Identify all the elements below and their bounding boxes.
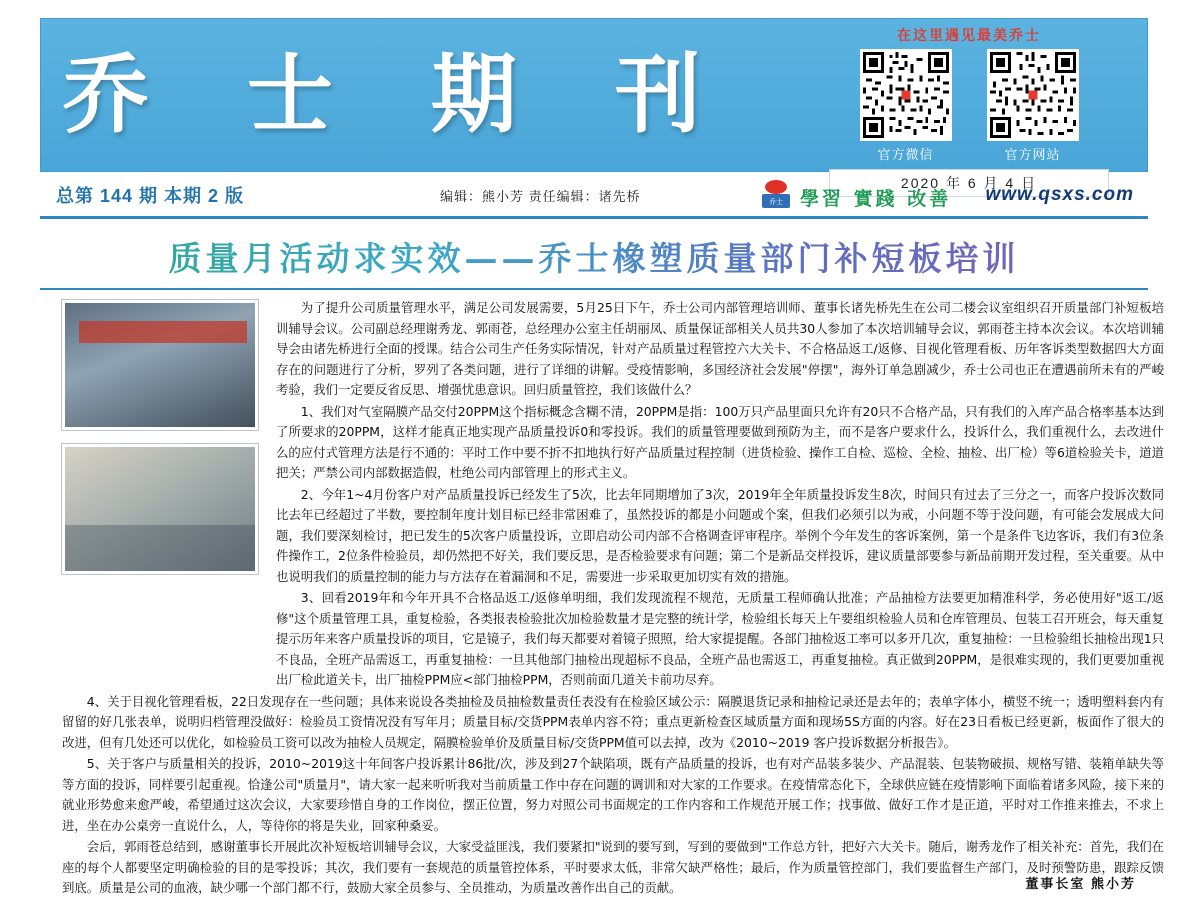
company-website[interactable]: www.qsxs.com: [985, 184, 1134, 205]
paragraph: 5、关于客户与质量相关的投诉，2010~2019这十年间客户投诉累计86批/次，涉及到27个缺陷项，既有产品质量的投诉，也有对产品装多装少、产品混装、包装物破损、规格写错、装箱单缺失等等方面的投诉，同样要引起重视。恰逢公司"质量月"，请大家一起来听听我对当前质量工作中存在问题的调训和对大家的工作要求。在疫情常态化下，全球供应链在疫情影响下面临着诸多风险，接下来的就业形势愈来愈严峻，希望通过这次会议，大家要珍惜自身的工作岗位，摆正位置，努力对照公司书面规定的工作内容和工作规范开展工作；找事做、做好工作才是正道，平时对工作推来推去，不求上进，坐在办公桌旁一直说什么，人，等待你的将是失业，回家种桑妥。: [62, 756, 1164, 833]
paragraph: 为了提升公司质量管理水平，满足公司发展需要，5月25日下午，乔士公司内部管理培训师、董事长诸先桥先生在公司二楼会议室组织召开质量部门补短板培训辅导会议。公司副总经理谢秀龙、郭雨苍，总经理办公室主任胡丽凤、质量保证部相关人员共30人参加了本次培训辅导会议，郭雨苍主持本次会议。本次培训辅导会由诸先桥进行全面的授课。结合公司生产任务实际情况，针对产品质量过程管控六大关卡、不合格品返工/返修、目视化管理看板、历年客诉类型数据四大方面存在的问题进行了分析，罗列了各类问题，进行了详细的讲解。受疫情影响，多国经济社会发展"停摆"，海外订单急剧减少，乔士公司也正在遭遇前所未有的严峻考验，我们一定要反省反思、增强忧患意识。回归质量管控，我们该做什么？: [276, 300, 1164, 397]
paragraph: 2、今年1~4月份客户对产品质量投诉已经发生了5次，比去年同期增加了3次，2019年全年质量投诉发生8次，时间只有过去了三分之一，而客户投诉次数同比去年已经超过了半数，要控制年度计划目标已经非常困难了，虽然投诉的都是小问题或个案，但我们必须引以为戒，小问题不等于没问题，有可能会发展成大问题，我们要深刻检讨，把已发生的5次客户质量投诉，立即启动公司内部不合格调查评审程序。举例个今年发生的客诉案例，第一个是条件飞边客诉，我们有3位条件操作工，2位条件检验员，却仍然把不好关，我们要反思，是否检验要求有问题；第二个是新品交样投诉，建议质量部要参与新品前期开发过程，至关重要。从中也说明我们的质量控制的能力与方法存在着漏洞和不足，需要进一步采取更加切实有效的措施。: [276, 486, 1164, 584]
photo-training-room: [62, 300, 258, 430]
qr-block-website: [980, 49, 1085, 163]
article-body: [40, 298, 1164, 895]
info-bar: [40, 172, 1148, 219]
svg-text:乔士: 乔士: [769, 198, 783, 206]
paragraph: 4、关于目视化管理看板，22日发现存在一些问题；具体来说设各类抽检及员抽检数量责任表没有在检验区域公示：隔膜退货记录和抽检记录还是去年的；表单字体小，横竖不统一；透明塑料套内有留留的好几张表单，说明归档管理没做好：检验员工资情况没有写年月；质量目标/交货PPM表单内容不符；重点更新检查区域质量方面和现场5S方面的内容。好在23日看板已经更新，板面作了很大的改进，但有几处还可以优化，如检验员工资可以改为抽检人员规定，隔膜检验单价及质量目标/交货PPM值可以去掉，改为《2010~2019 客户投诉数据分析报告》。: [62, 693, 1164, 750]
paragraph: 1、我们对气室隔膜产品交付20PPM这个指标概念含糊不清，20PPM是指：100万只产品里面只允许有20只不合格产品，只有我们的入库产品合格率基本达到了所要求的20PPM，这样才能真正地实现产品质量投诉0和零投诉。我们的质量管理要做到预防为主，而不是客户要求什么，投诉什么，我们重视什么，去改进什么的应付式管理方法是行不通的：平时工作中要不折不扣地执行好产品质量过程控制（进货检验、操作工自检、巡检、全检、抽检、出厂检）等6道检验关卡，道道把关；严禁公司内部数据造假，杜绝公司内部管理上的形式主义。: [276, 403, 1164, 480]
qr-caption-website: 官方网站: [1004, 147, 1061, 162]
qr-code-row: [801, 49, 1137, 163]
website-qr-icon[interactable]: [987, 49, 1079, 141]
qr-block-wechat: [853, 49, 958, 163]
photo-column: [62, 300, 258, 588]
article-text: [62, 298, 1164, 900]
company-motto: 學習 實踐 改善: [800, 188, 952, 210]
wechat-qr-icon[interactable]: [860, 49, 952, 141]
article-headline: 质量月活动求实效——乔士橡塑质量部门补短板培训: [40, 233, 1148, 280]
newspaper-page: [0, 18, 1188, 895]
article-signature: 董事长室 熊小芳: [1025, 876, 1136, 891]
issue-number: 总第 144 期 本期 2 版: [56, 186, 245, 206]
photo-meeting-table: [62, 444, 258, 574]
company-logo-icon: [758, 178, 794, 212]
masthead: [40, 18, 1148, 191]
publication-title: 乔 士 期 刊: [63, 44, 735, 145]
issue-date: 2020 年 6 月 4 日: [829, 169, 1109, 197]
masthead-slogan: 在这里遇见最美乔士: [897, 27, 1041, 43]
masthead-right-panel: [801, 23, 1137, 197]
paragraph: 会后，郭雨苍总结到，感谢董事长开展此次补短板培训辅导会议，大家受益匪浅，我们要紧扣"说到的要写到，写到的要做到"工作总方针，把好六大关卡。随后，谢秀龙作了相关补充：首先，我们在座的每个人都要坚定明确检验的目的是零投诉；其次，我们要有一套规范的质量管控体系，平时要求太低，非常欠缺严格性；最后，作为质量管控部门，我们要监督生产部门，及时预警防患，跟踪反馈到底。质量是公司的血液，缺少哪一个部门都不行，鼓励大家全员参与、全员推动，为质量改善作出自己的贡献。: [62, 839, 1164, 895]
editor-credits: 编辑：熊小芳 责任编辑：诸先桥: [440, 189, 641, 204]
paragraph: 3、回看2019年和今年开具不合格品返工/返修单明细，我们发现流程不规范，无质量工程师确认批准；产品抽检方法要更加精准科学，务必使用好"返工/返修"这个质量管理工具，重复检验，各类报表检验批次加检验数量才是完整的统计学，检验组长每天上午要组织检验人员和仓库管理员、包装工召开班会，每天重复提示历年来客户质量投诉的项目，它是镜子，我们每天都要对着镜子照照，给大家提提醒。各部门抽检返工率可以多开几次，重复抽检：一旦检验组长抽检出现1只不良品，全班产品需返工，再重复抽检：一旦其他部门抽检出现超标不良品，全班产品也需返工，再重复抽检。真正做到20PPM，是很难实现的，我们更要加重视出厂检此道关卡，出厂抽检PPM应<部门抽检PPM，否则前面几道关卡前功尽弃。: [276, 590, 1164, 687]
qr-caption-wechat: 官方微信: [877, 147, 934, 162]
headline-divider: [40, 288, 1148, 290]
